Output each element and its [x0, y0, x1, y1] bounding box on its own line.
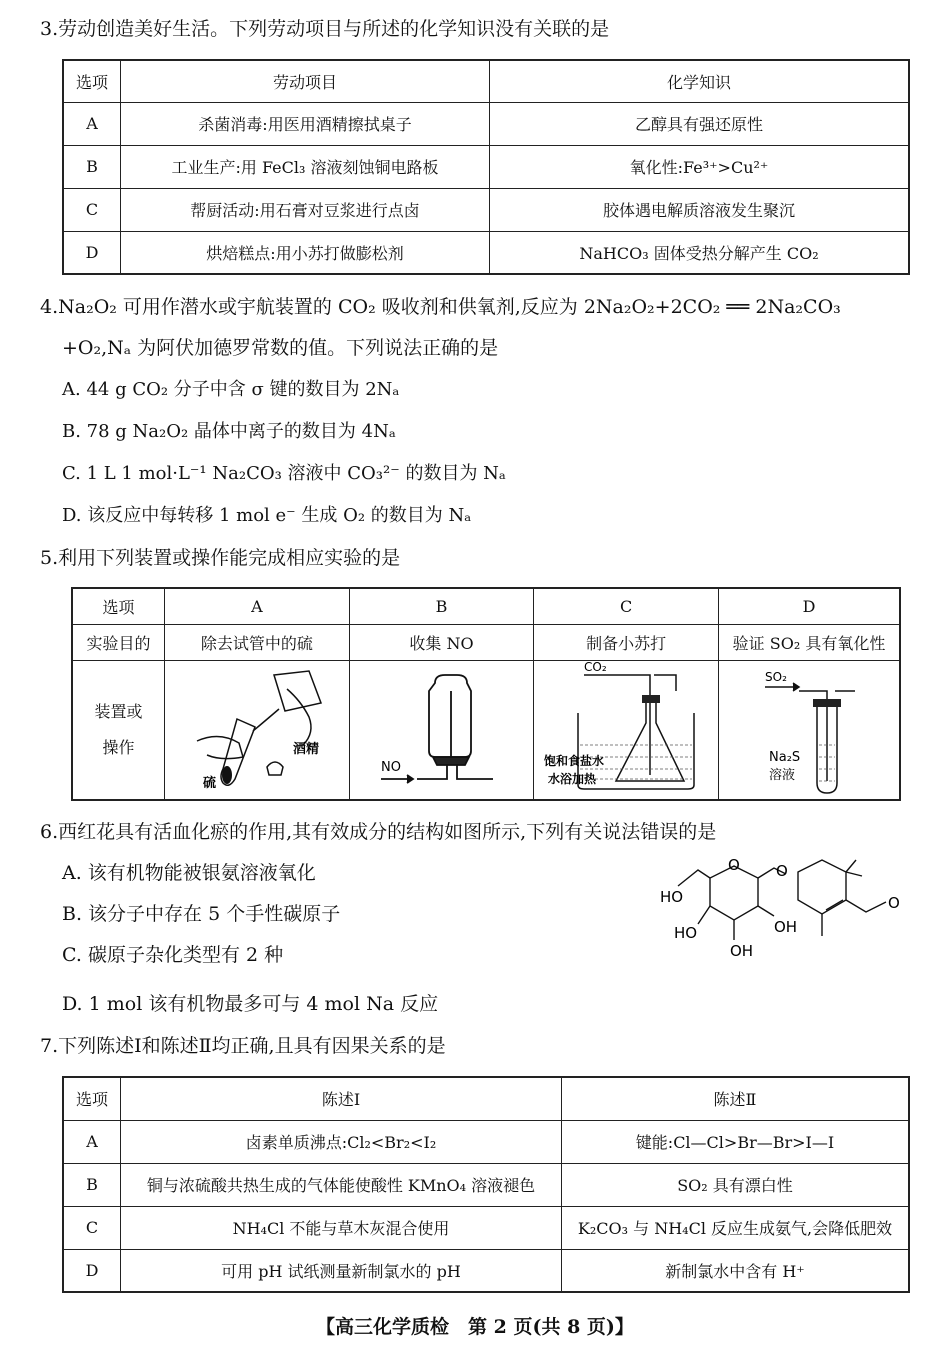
atom-o-link: O [776, 862, 788, 880]
q5-header-d: D [719, 588, 901, 624]
q3-row-a-chem: 乙醇具有强还原性 [490, 102, 910, 145]
q3-row-a-option: A [63, 102, 121, 145]
q7-row-c-option: C [63, 1206, 121, 1249]
label-alcohol: 酒精 [292, 741, 319, 757]
gas-bottle [429, 675, 471, 757]
q6-option-d: D. 1 mol 该有机物最多可与 4 mol Na 反应 [62, 993, 439, 1015]
bottle-stopper [433, 757, 469, 765]
alcohol-stream [253, 709, 279, 731]
label-solution: 溶液 [769, 767, 796, 783]
q3-row-a-labor: 杀菌消毒:用医用酒精擦拭桌子 [121, 102, 490, 145]
q5-header-option: 选项 [72, 588, 165, 624]
page-footer: 【高三化学质检 第 2 页(共 8 页)】 [316, 1316, 634, 1338]
ch2oh-chain [678, 870, 710, 886]
q6-option-b: B. 该分子中存在 5 个手性碳原子 [62, 903, 341, 925]
label-brine: 饱和食盐水 [544, 753, 605, 768]
aldehyde-chain [846, 900, 886, 912]
q5-device-label-line1: 装置或 [94, 701, 143, 721]
q3-header-option: 选项 [63, 60, 121, 102]
q5-purpose-c: 制备小苏打 [534, 624, 719, 660]
sugar-ring [710, 866, 758, 920]
q5-figure-c [538, 661, 714, 795]
q4-stem-line2: +O₂,Nₐ 为阿伏加德罗常数的值。下列说法正确的是 [62, 337, 499, 359]
q5-figure-a-cell [165, 660, 350, 800]
q7-row-a-s1: 卤素单质沸点:Cl₂<Br₂<I₂ [121, 1120, 562, 1163]
q5-purpose-b: 收集 NO [349, 624, 534, 660]
q7-row-b-s2: SO₂ 具有漂白性 [562, 1163, 910, 1206]
label-no: NO [381, 759, 402, 775]
q7-row-c-s1: NH₄Cl 不能与草木灰混合使用 [121, 1206, 562, 1249]
q3-header-chem: 化学知识 [490, 60, 910, 102]
label-na2s: Na₂S [769, 749, 801, 765]
label-sulfur: 硫 [202, 775, 216, 791]
q3-row-b-option: B [63, 145, 121, 188]
q7-header-s1: 陈述Ⅰ [121, 1077, 562, 1120]
hand-right [287, 689, 311, 745]
q5-figure-b [353, 661, 529, 795]
q5-device-label [72, 660, 165, 800]
q3-row-c-option: C [63, 188, 121, 231]
q3-row-c-chem: 胶体遇电解质溶液发生聚沉 [490, 188, 910, 231]
q3-row-c-labor: 帮厨活动:用石膏对豆浆进行点卤 [121, 188, 490, 231]
q3-row-d-option: D [63, 231, 121, 274]
sulfur-residue [222, 766, 232, 784]
q3-row-d-labor: 烘焙糕点:用小苏打做膨松剂 [121, 231, 490, 274]
q7-row-d-option: D [63, 1249, 121, 1292]
q6-option-a: A. 该有机物能被银氨溶液氧化 [62, 862, 316, 884]
q5-figure-a [169, 661, 345, 795]
q7-table [62, 1076, 910, 1293]
q7-row-a-option: A [63, 1120, 121, 1163]
q5-figure-d-cell [719, 660, 901, 800]
q4-option-b: B. 78 g Na₂O₂ 晶体中离子的数目为 4Nₐ [62, 421, 396, 442]
ho-bond-lower [698, 906, 710, 924]
q5-stem: 5.利用下列装置或操作能完成相应实验的是 [40, 547, 401, 569]
inlet-tube [417, 765, 493, 779]
q3-table [62, 59, 910, 275]
q3-row-b-chem: 氧化性:Fe³⁺>Cu²⁺ [490, 145, 910, 188]
q5-figure-d [719, 661, 899, 795]
label-bath: 水浴加热 [548, 771, 597, 786]
q7-row-d-s2: 新制氯水中含有 H⁺ [562, 1249, 910, 1292]
alcohol-bottle [274, 671, 321, 711]
q4-option-c: C. 1 L 1 mol·L⁻¹ Na₂CO₃ 溶液中 CO₃²⁻ 的数目为 Nₐ [62, 463, 506, 484]
flask-stopper [642, 695, 660, 703]
tube-stopper [813, 699, 841, 707]
oh-bond-right [758, 906, 774, 916]
q5-header-a: A [165, 588, 350, 624]
q6-stem: 6.西红花具有活血化瘀的作用,其有效成分的结构如图所示,下列有关说法错误的是 [40, 821, 717, 843]
hand-left [197, 736, 243, 758]
q7-row-b-s1: 铜与浓硫酸共热生成的气体能使酸性 KMnO₄ 溶液褪色 [121, 1163, 562, 1206]
atom-oh-right: OH [774, 918, 798, 936]
q5-table [71, 587, 901, 801]
q3-row-b-labor: 工业生产:用 FeCl₃ 溶液刻蚀铜电路板 [121, 145, 490, 188]
q5-purpose-label: 实验目的 [72, 624, 165, 660]
q6-option-c: C. 碳原子杂化类型有 2 种 [62, 944, 284, 966]
q5-figure-b-cell [349, 660, 534, 800]
atom-oh-lower: OH [730, 942, 754, 960]
q5-purpose-a: 除去试管中的硫 [165, 624, 350, 660]
q3-stem: 3.劳动创造美好生活。下列劳动项目与所述的化学知识没有关联的是 [40, 18, 610, 40]
methyl-groups [846, 860, 862, 876]
q4-stem-line1: 4.Na₂O₂ 可用作潜水或宇航装置的 CO₂ 吸收剂和供氧剂,反应为 2Na₂O₂+2CO₂ ══ 2Na₂CO₃ [40, 296, 841, 318]
q7-row-c-s2: K₂CO₃ 与 NH₄Cl 反应生成氨气,会降低肥效 [562, 1206, 910, 1249]
atom-o-aldehyde: O [888, 894, 900, 912]
q5-header-b: B [349, 588, 534, 624]
q3-header-labor: 劳动项目 [121, 60, 490, 102]
q5-purpose-d: 验证 SO₂ 具有氧化性 [719, 624, 901, 660]
q7-header-option: 选项 [63, 1077, 121, 1120]
q4-option-a: A. 44 g CO₂ 分子中含 σ 键的数目为 2Nₐ [62, 379, 400, 400]
q3-row-d-chem: NaHCO₃ 固体受热分解产生 CO₂ [490, 231, 910, 274]
q7-row-d-s1: 可用 pH 试纸测量新制氯水的 pH [121, 1249, 562, 1292]
q7-header-s2: 陈述Ⅱ [562, 1077, 910, 1120]
q5-figure-c-cell [534, 660, 719, 800]
atom-o-ring: O [728, 856, 740, 874]
q7-stem: 7.下列陈述Ⅰ和陈述Ⅱ均正确,且具有因果关系的是 [40, 1035, 446, 1057]
cyclohexene-ring [798, 860, 846, 914]
q5-header-c: C [534, 588, 719, 624]
q5-device-label-line2: 操作 [102, 737, 135, 757]
q7-row-a-s2: 键能:Cl—Cl>Br—Br>I—I [562, 1120, 910, 1163]
q4-option-d: D. 该反应中每转移 1 mol e⁻ 生成 O₂ 的数目为 Nₐ [62, 505, 472, 526]
label-co2: CO₂ [584, 660, 607, 674]
atom-ho-lower: HO [674, 924, 698, 942]
q7-row-b-option: B [63, 1163, 121, 1206]
evaporating-dish [267, 762, 283, 775]
label-so2: SO₂ [765, 669, 787, 684]
molecule-structure [650, 852, 920, 970]
atom-ho-upper: HO [660, 888, 684, 906]
gas-tube [602, 675, 676, 701]
